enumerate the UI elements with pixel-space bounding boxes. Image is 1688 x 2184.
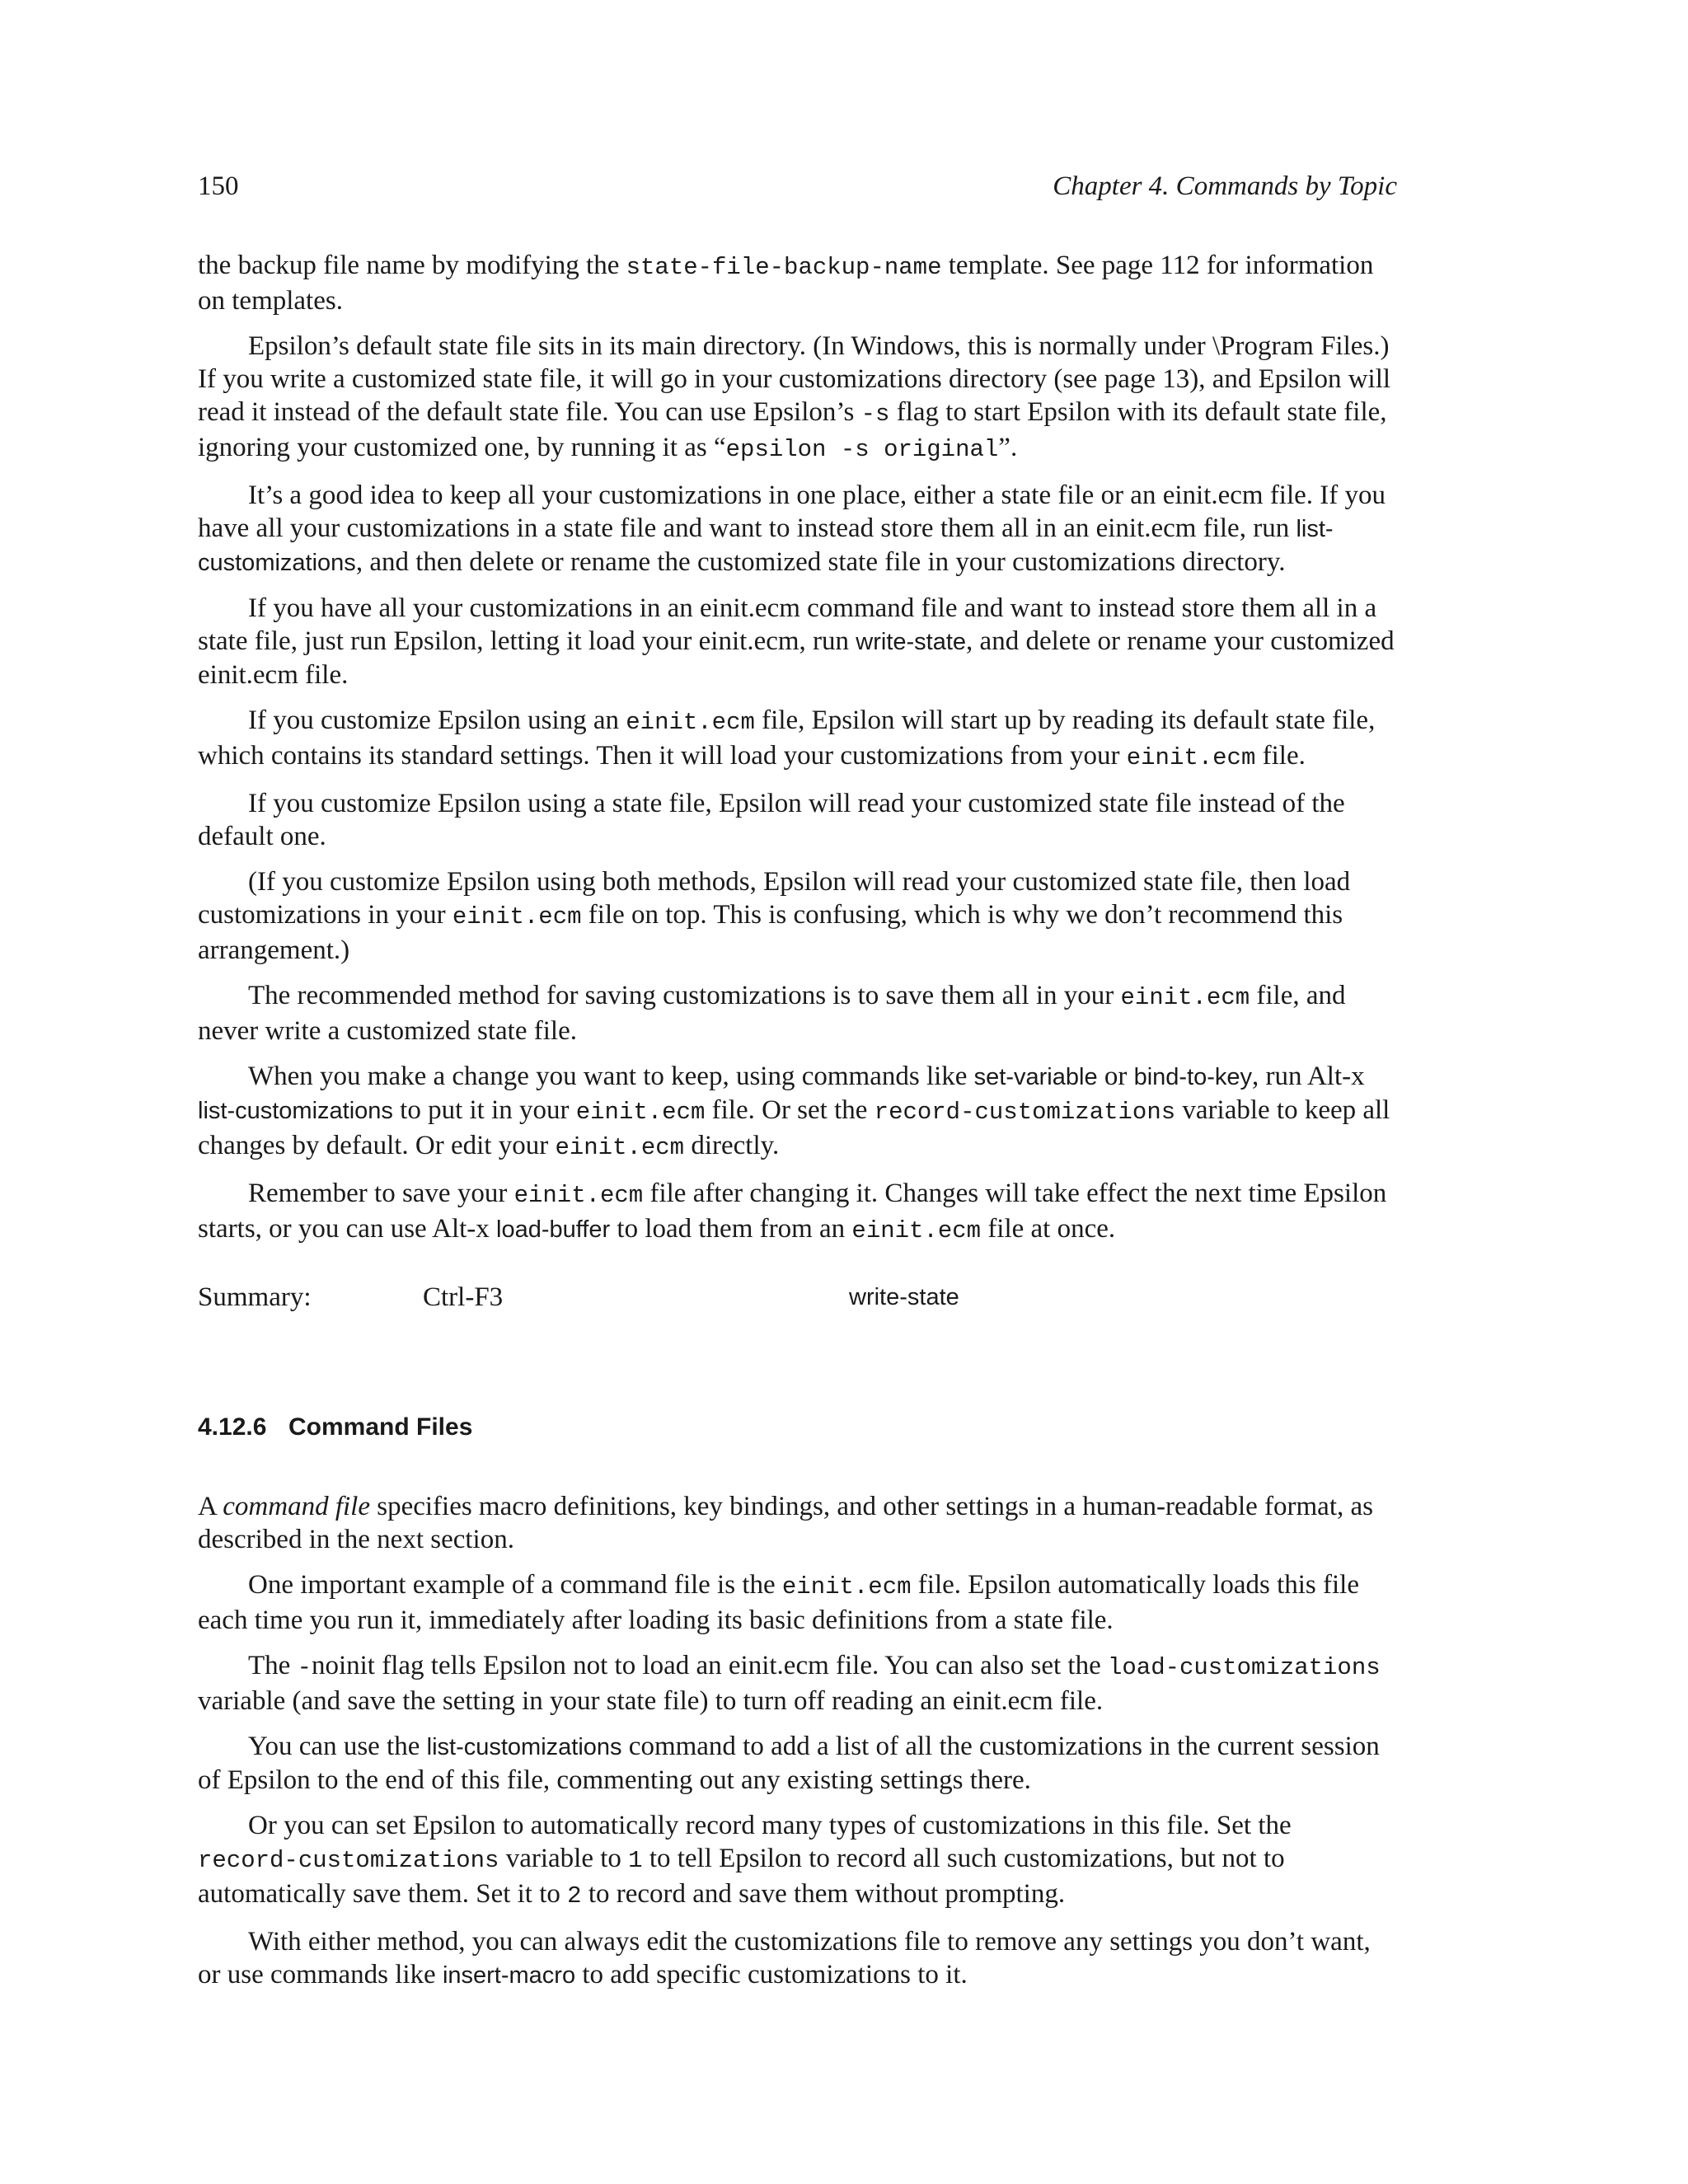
summary-line (198, 1281, 1397, 1314)
text: file, Epsilon will start up by reading its default state file, which contains its standard settings. Then it will load your customizations from your (198, 705, 1376, 771)
paragraph (198, 1925, 1397, 1992)
text: to tell Epsilon to record all such customizations, but not to automatically save them. Set it to (198, 1844, 1285, 1909)
summary-label: Summary: (198, 1282, 312, 1312)
text: , and delete or rename your customized einit.ecm file. (198, 626, 1395, 690)
paragraph (198, 1809, 1397, 1913)
text: You can use the (248, 1732, 427, 1761)
text: , run Alt-x (1252, 1062, 1365, 1091)
code-flag: - (297, 1654, 312, 1681)
paragraph (198, 1730, 1397, 1797)
code-filename: einit.ecm (575, 1099, 706, 1126)
text: file. Epsilon automatically loads this file each time you run it, immediately after loading its basic definitions from a state file. (198, 1570, 1359, 1635)
text: to put it in your (392, 1095, 576, 1125)
text: The recommended method for saving customizations is to save them all in your (248, 981, 1121, 1010)
text: file. (1255, 741, 1306, 771)
text: file, and never write a customized state file. (198, 981, 1346, 1046)
text: variable to (499, 1844, 629, 1873)
command-name: write-state (856, 629, 967, 655)
code-filename: einit.ecm (626, 709, 755, 736)
text: Remember to save your (248, 1179, 514, 1208)
paragraph (198, 1177, 1397, 1248)
code-filename: einit.ecm (851, 1217, 982, 1244)
paragraph (198, 479, 1397, 579)
code-filename: einit.ecm (781, 1573, 912, 1601)
command-name: list-customizations (426, 1734, 622, 1760)
paragraph (198, 979, 1397, 1047)
paragraph (198, 1568, 1397, 1637)
code-filename: einit.ecm (1120, 984, 1250, 1011)
text: (If you customize Epsilon using both methods, Epsilon will read your customized state file, then load customizations in your (198, 867, 1351, 930)
text: to record and save them without prompting. (581, 1879, 1066, 1909)
code-variable: load-customizations (1107, 1654, 1381, 1681)
term-emphasis: command file (223, 1492, 370, 1521)
command-name: list-customizations (198, 516, 1334, 576)
text: file after changing it. Changes will take effect the next time Epsilon starts, or you can use Alt-x (198, 1179, 1387, 1244)
text: Epsilon’s default state file sits in its main directory. (In Windows, this is normally under \Program Files.) If you write a customized state file, it will go in your customizations directory (see page 13), and Epsilon will read it instead of the default state file. You can use Epsilon’s (198, 331, 1391, 427)
code-flag: -s (860, 401, 890, 428)
page-body (198, 249, 1397, 2004)
text: to add specific customizations to it. (575, 1960, 968, 1990)
text: variable (and save the setting in your state file) to turn off reading an einit.ecm file. (198, 1686, 1104, 1716)
text: directly. (684, 1131, 780, 1160)
text: the backup file name by modifying the (198, 251, 626, 280)
page-header (198, 171, 1397, 208)
text: command to add a list of all the customizations in the current session of Epsilon to the end of this file, commenting out any existing settings there. (198, 1732, 1380, 1795)
text: If you have all your customizations in an einit.ecm command file and want to instead store them all in a state file, just run Epsilon, letting it load your einit.ecm, run (198, 593, 1377, 656)
command-name: load-buffer (496, 1216, 611, 1243)
paragraph (198, 592, 1397, 691)
code-value: 1 (628, 1847, 643, 1874)
command-name: insert-macro (442, 1962, 576, 1989)
text: A (198, 1492, 223, 1521)
page-number: 150 (198, 171, 239, 201)
code-value: 2 (567, 1882, 582, 1910)
text: file. Or set the (705, 1095, 874, 1125)
text: flag to start Epsilon with its default state file, ignoring your customized one, by running it as “ (198, 397, 1387, 462)
code-variable: record-customizations (874, 1099, 1176, 1126)
paragraph (198, 1060, 1397, 1165)
command-name: bind-to-key (1133, 1064, 1253, 1090)
text: If you customize Epsilon using an (248, 705, 626, 735)
paragraph (198, 1649, 1397, 1718)
paragraph (198, 1490, 1397, 1556)
command-name: list-customizations (198, 1098, 393, 1124)
text: or (1097, 1062, 1134, 1091)
text: template. See page 112 for information on templates. (198, 251, 1374, 316)
section-heading (198, 1411, 1397, 1444)
text: variable to keep all changes by default. Or edit your (198, 1095, 1390, 1160)
summary-key: Ctrl-F3 (423, 1282, 504, 1312)
text: file at once. (981, 1214, 1116, 1244)
paragraph (198, 704, 1397, 775)
text: The (248, 1651, 298, 1680)
section-body (198, 1490, 1397, 1992)
text: noinit flag tells Epsilon not to load an einit.ecm file. You can also set the (311, 1651, 1108, 1680)
paragraph (198, 787, 1397, 853)
text: It’s a good idea to keep all your customizations in one place, either a state file or an einit.ecm file. If you have all your customizations in a state file and want to instead store them all in an einit.ecm file, run (198, 480, 1386, 543)
text: ”. (998, 433, 1018, 462)
section-title: Command Files (288, 1413, 473, 1441)
chapter-title: Chapter 4. Commands by Topic (1053, 171, 1397, 201)
code-command: epsilon -s original (725, 436, 999, 463)
command-name: set-variable (973, 1064, 1098, 1090)
text: file on top. This is confusing, which is why we don’t recommend this arrangement.) (198, 900, 1343, 965)
paragraph (198, 249, 1397, 317)
code-variable: record-customizations (198, 1847, 499, 1874)
text: , and then delete or rename the customized state file in your customizations directory. (355, 547, 1286, 577)
text: specifies macro definitions, key bindings, and other settings in a human-readable format, as described in the next section. (198, 1492, 1373, 1554)
paragraph (198, 330, 1397, 466)
summary-command: write-state (849, 1284, 959, 1310)
text: to load them from an (610, 1214, 852, 1244)
code-filename: einit.ecm (555, 1134, 685, 1161)
paragraph (198, 865, 1397, 967)
text: With either method, you can always edit the customizations file to remove any settings you don’t want, or use commands like (198, 1927, 1371, 1990)
text: Or you can set Epsilon to automatically record many types of customizations in this file. Set the (248, 1811, 1292, 1840)
code-variable: state-file-backup-name (626, 254, 942, 281)
code-filename: einit.ecm (513, 1182, 644, 1209)
code-filename: einit.ecm (1126, 744, 1256, 771)
code-filename: einit.ecm (452, 903, 582, 930)
text: One important example of a command file is the (248, 1570, 782, 1600)
text: If you customize Epsilon using a state file, Epsilon will read your customized state file instead of the default one. (198, 789, 1345, 851)
section-number: 4.12.6 (198, 1413, 267, 1441)
text: When you make a change you want to keep, using commands like (248, 1062, 974, 1091)
